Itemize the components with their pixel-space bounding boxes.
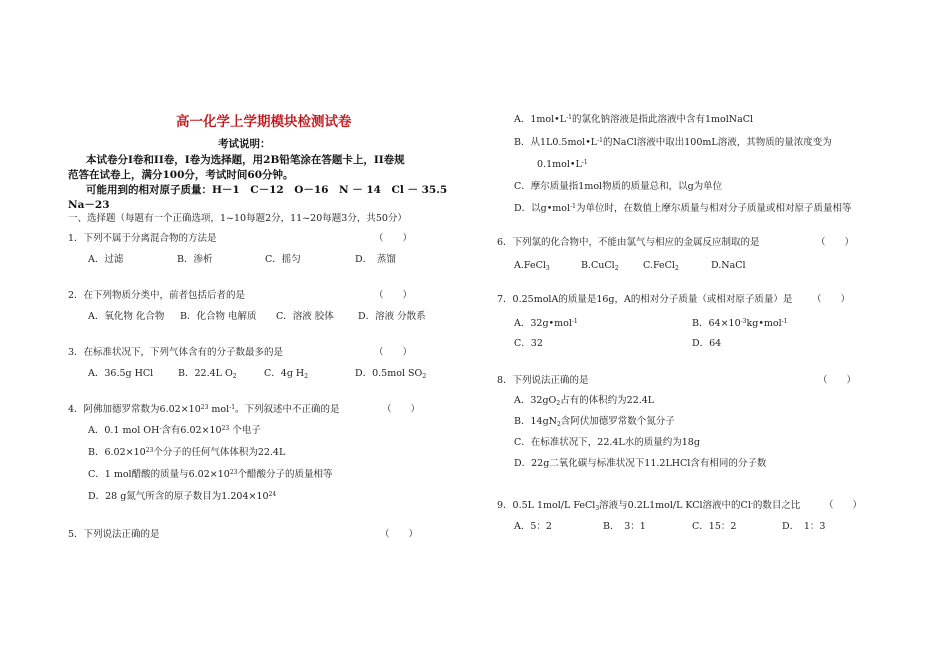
- q8-option-d: D．22g二氧化碳与标准状况下11.2LHCl含有相同的分子数: [514, 458, 767, 469]
- q2-option-b: B．化合物 电解质: [180, 311, 257, 322]
- atomic-mass-line-1: 可能用到的相对原子质量：H－1 C－12 O－16 N － 14 Cl － 35.5: [86, 184, 448, 196]
- q8-option-b: B．$14gN_2$含阿伏加德罗常数个氮分子: [514, 416, 675, 428]
- q4-option-c: C．1 mol醋酸的质量与$6.02\times 10^{23}$个醋酸分子的质量相等: [88, 469, 333, 480]
- section-heading: 一、选择题（每题有一个正确选项，1~10每题2分，11~20每题3分，共50分）: [68, 213, 407, 224]
- q6-option-a: A.FeCl$_3$: [514, 260, 550, 272]
- question-9-stem: 9．0.5L 1mol/L FeCl$_3$溶液与0.2L1mol/L KCl溶液中的Cl-的数目之比: [497, 500, 801, 512]
- question-1-stem: 1．下列不属于分离混合物的方法是: [68, 233, 217, 244]
- q4-option-d: D．28 g氮气所含的原子数目为$1.204\times 10^{24}$: [88, 491, 277, 502]
- exam-notes-heading: 考试说明：: [218, 138, 271, 150]
- q5-option-b-cont: $0.1mol•L^{-1}$: [537, 159, 588, 170]
- q8-option-c: C．在标准状况下，22.4L水的质量约为18g: [514, 437, 700, 448]
- answer-blank-5: （ ）: [380, 529, 419, 540]
- exam-notes-line-1: 本试卷分Ⅰ卷和II卷，I卷为选择题，用2B铅笔涂在答题卡上，II卷规: [86, 154, 405, 166]
- q3-option-c: C．4g $H_2$: [264, 368, 309, 380]
- atomic-mass-line-2: Na－23: [68, 199, 110, 211]
- answer-blank-1: （ ）: [374, 233, 413, 244]
- question-8-stem: 8．下列说法正确的是: [497, 375, 589, 386]
- question-3-stem: 3．在标准状况下，下列气体含有的分子数最多的是: [68, 347, 284, 358]
- q9-option-a: A．5：2: [514, 521, 552, 532]
- answer-blank-8: （ ）: [818, 375, 857, 386]
- q9-option-c: C．15：2: [692, 521, 737, 532]
- exam-title: 高一化学上学期模块检测试卷: [176, 114, 352, 130]
- q8-option-a: A．$32gO_2$占有的体积约为22.4L: [514, 395, 655, 407]
- q6-option-b: B.CuCl$_2$: [581, 260, 619, 272]
- q7-option-c: C．32: [514, 338, 543, 349]
- answer-blank-2: （ ）: [374, 290, 413, 301]
- q9-option-b: B． 3：1: [603, 521, 646, 532]
- q1-option-d: D． 蒸馏: [355, 254, 396, 265]
- q1-option-b: B．渗析: [177, 254, 213, 265]
- q3-option-b: B．22.4L $O_2$: [178, 368, 237, 380]
- q5-option-a: A．$1mol•L^{-1}$的氯化钠溶液是指此溶液中含有1molNaCl: [514, 114, 754, 125]
- q7-option-b: B．$64\times 10^{-3}kg•mol^{-1}$: [692, 318, 788, 329]
- q3-option-a: A．36.5g HCl: [88, 368, 154, 379]
- answer-blank-9: （ ）: [824, 500, 863, 511]
- question-2-stem: 2．在下列物质分类中，前者包括后者的是: [68, 290, 246, 301]
- q5-option-d: D．以g•mol$^{-1}$为单位时，在数值上摩尔质量与相对分子质量或相对原子质量相等: [514, 203, 852, 214]
- q3-option-d: D．0.5mol $SO_2$: [355, 368, 427, 380]
- q2-option-c: C．溶液 胶体: [276, 311, 334, 322]
- question-5-stem: 5．下列说法正确的是: [68, 529, 160, 540]
- q9-option-d: D． 1：3: [782, 521, 826, 532]
- q1-option-c: C．摇匀: [265, 254, 301, 265]
- q7-option-a: A．32g•mol$^{-1}$: [514, 318, 578, 329]
- q6-option-d: D.NaCl: [711, 260, 746, 271]
- question-4-stem: 4．阿佛加德罗常数为$6.02\times 10^{23}$ mol$^{-1}$。下列叙述中不正确的是: [68, 404, 340, 415]
- answer-blank-6: （ ）: [816, 237, 855, 248]
- answer-blank-4: （ ）: [382, 404, 421, 415]
- q5-option-b: B．从$1L0.5mol•L^{-1}$的NaCl溶液中取出100mL溶液，其物质的量浓度变为: [514, 137, 832, 148]
- question-6-stem: 6．下列氯的化合物中，不能由氯气与相应的金属反应制取的是: [497, 237, 760, 248]
- q2-option-a: A．氧化物 化合物: [88, 311, 165, 322]
- q2-option-d: D．溶液 分散系: [358, 311, 426, 322]
- q6-option-c: C.FeCl$_2$: [643, 260, 679, 272]
- q4-option-a: A．0.1 mol OH-含有$6.02\times 10^{23}$ 个电子: [88, 425, 261, 436]
- answer-blank-3: （ ）: [374, 347, 413, 358]
- exam-notes-line-2: 范答在试卷上，满分100分，考试时间60分钟。: [68, 169, 294, 181]
- q5-option-c: C．摩尔质量指1mol物质的质量总和，以g为单位: [514, 181, 723, 192]
- q1-option-a: A．过滤: [88, 254, 124, 265]
- question-7-stem: 7．0.25molA的质量是16g，A的相对分子质量（或相对原子质量）是: [497, 294, 793, 305]
- q7-option-d: D．64: [692, 338, 722, 349]
- q4-option-b: B．$6.02\times 10^{23}$个分子的任何气体体积为22.4L: [88, 447, 286, 458]
- answer-blank-7: （ ）: [812, 294, 851, 305]
